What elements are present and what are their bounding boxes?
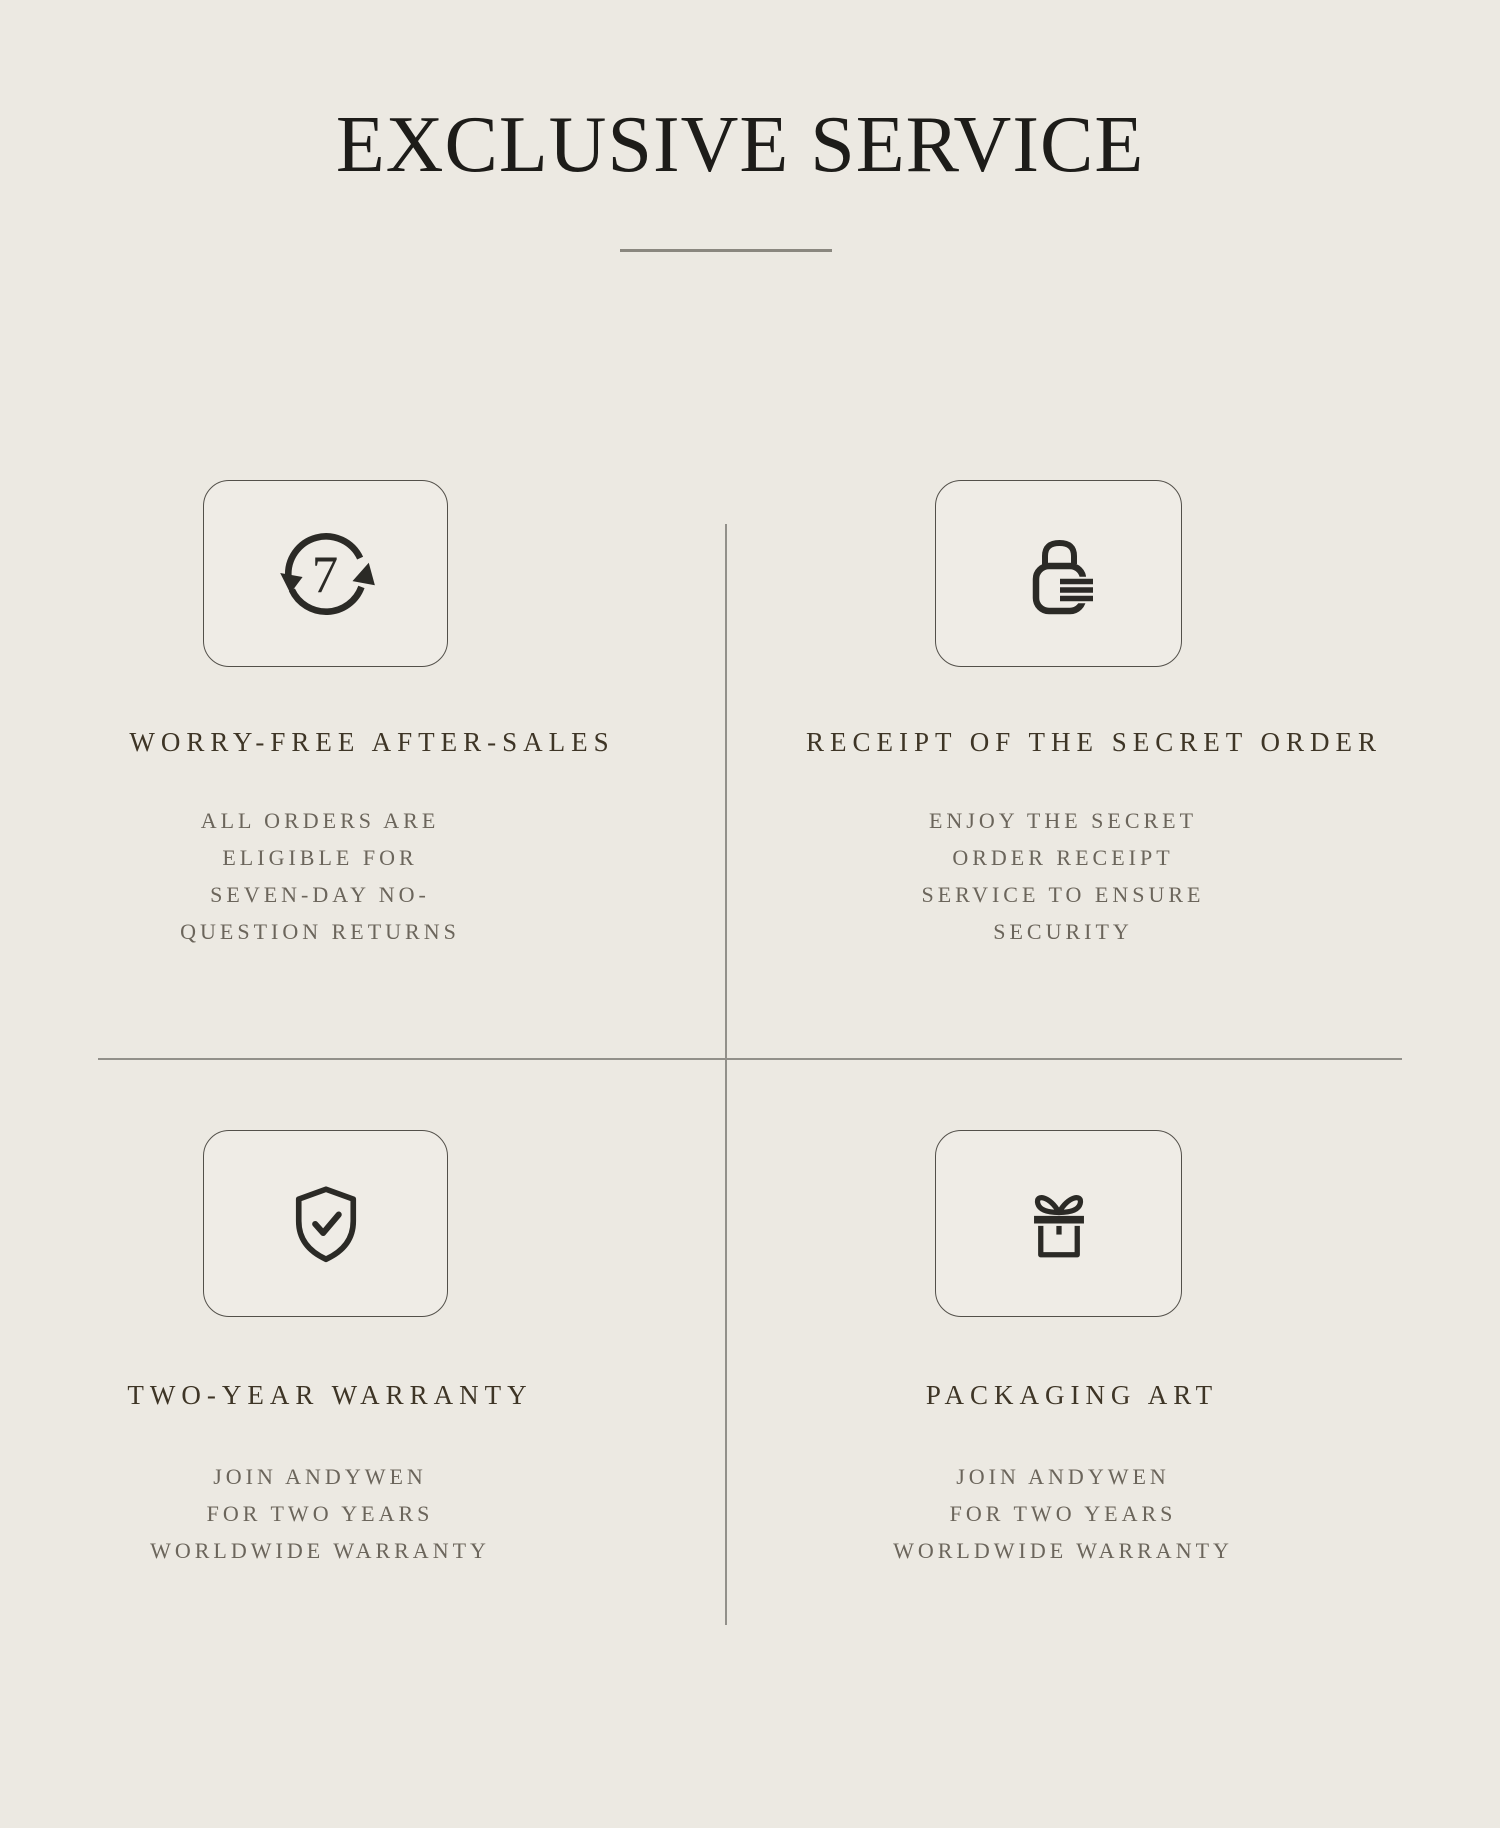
gift-icon bbox=[1011, 1176, 1107, 1272]
page-title: EXCLUSIVE SERVICE bbox=[335, 101, 1145, 189]
service-title: WORRY-FREE AFTER-SALES bbox=[129, 727, 615, 757]
svg-text:7: 7 bbox=[311, 545, 338, 604]
packaging-icon-card bbox=[935, 1130, 1182, 1317]
service-description-line: FOR TWO YEARS bbox=[949, 1501, 1177, 1526]
service-description bbox=[0, 1458, 640, 1569]
after-sales-icon-card bbox=[203, 480, 448, 667]
service-description-line: WORLDWIDE WARRANTY bbox=[150, 1538, 490, 1563]
title-underline bbox=[620, 249, 832, 252]
service-title: PACKAGING ART bbox=[925, 1380, 1219, 1410]
service-description bbox=[0, 802, 640, 950]
service-description-line: SERVICE TO ENSURE bbox=[921, 882, 1205, 907]
service-description-line: ALL ORDERS ARE bbox=[200, 808, 440, 833]
service-description-line: ORDER RECEIPT bbox=[952, 845, 1174, 870]
service-description-line: JOIN ANDYWEN bbox=[956, 1464, 1170, 1489]
warranty-icon-card bbox=[203, 1130, 448, 1317]
service-description-line: FOR TWO YEARS bbox=[206, 1501, 434, 1526]
service-description-line: JOIN ANDYWEN bbox=[213, 1464, 427, 1489]
service-title: RECEIPT OF THE SECRET ORDER bbox=[805, 727, 1383, 757]
service-description-line: SEVEN-DAY NO- bbox=[210, 882, 430, 907]
service-description bbox=[725, 802, 1401, 950]
service-description-line: WORLDWIDE WARRANTY bbox=[893, 1538, 1233, 1563]
seven-day-return-icon bbox=[270, 518, 382, 630]
lock-icon bbox=[1009, 524, 1109, 624]
service-description-line: ELIGIBLE FOR bbox=[222, 845, 418, 870]
service-title: TWO-YEAR WARRANTY bbox=[127, 1380, 533, 1410]
service-description bbox=[725, 1458, 1401, 1569]
service-description-line: ENJOY THE SECRET bbox=[928, 808, 1198, 833]
horizontal-divider bbox=[98, 1058, 1402, 1060]
secret-order-icon-card bbox=[935, 480, 1182, 667]
shield-check-icon bbox=[279, 1177, 373, 1271]
service-description-line: QUESTION RETURNS bbox=[180, 919, 460, 944]
service-description-line: SECURITY bbox=[993, 919, 1133, 944]
